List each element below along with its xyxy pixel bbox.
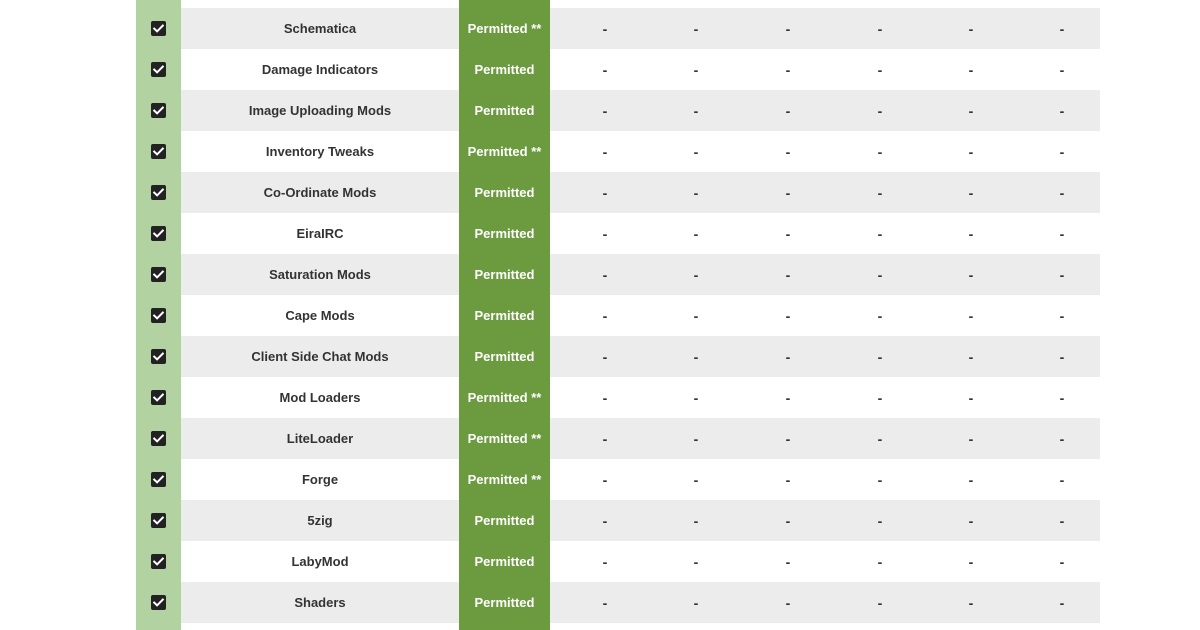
check-cell [136,336,181,377]
empty-cell: - [602,184,608,201]
empty-cell: - [877,61,883,78]
checkbox[interactable] [151,103,166,118]
dash-cells [550,8,1100,49]
checkmark-icon [151,21,166,36]
table-row [136,172,1100,213]
empty-cell: - [602,471,608,488]
empty-cell: - [602,512,608,529]
empty-cell: - [1059,266,1065,283]
empty-cell: - [602,594,608,611]
empty-cell: - [968,348,974,365]
empty-cell: - [785,594,791,611]
empty-cell: - [1059,594,1065,611]
checkmark-icon [151,62,166,77]
check-cell [136,254,181,295]
empty-cell: - [1059,20,1065,37]
empty-cell: - [877,102,883,119]
dash-cells [550,49,1100,90]
empty-cell: - [602,307,608,324]
status-cell: Permitted [474,595,535,610]
table-row [136,295,1100,336]
check-cell [136,295,181,336]
empty-cell: - [693,225,699,242]
table-row [136,213,1100,254]
status-cell: Permitted [474,513,535,528]
empty-cell: - [602,266,608,283]
table-row [136,541,1100,582]
empty-cell: - [877,553,883,570]
empty-cell: - [968,184,974,201]
checkmark-icon [151,390,166,405]
check-cell [136,131,181,172]
dash-cells [550,500,1100,541]
checkmark-icon [151,513,166,528]
empty-cell: - [785,389,791,406]
empty-cell: - [785,348,791,365]
empty-cell: - [693,184,699,201]
empty-cell: - [693,471,699,488]
dash-cells [550,90,1100,131]
dash-cells [550,213,1100,254]
empty-cell: - [693,389,699,406]
check-cell [136,172,181,213]
empty-cell: - [968,430,974,447]
checkmark-icon [151,185,166,200]
checkbox[interactable] [151,513,166,528]
empty-cell: - [602,225,608,242]
empty-cell: - [785,20,791,37]
mods-table [136,0,1100,630]
dash-cells [550,254,1100,295]
empty-cell: - [1059,61,1065,78]
empty-cell: - [1059,225,1065,242]
table-row [136,377,1100,418]
empty-cell: - [1059,471,1065,488]
empty-cell: - [693,512,699,529]
empty-cell: - [968,471,974,488]
status-cell: Permitted ** [467,390,542,405]
checkbox[interactable] [151,308,166,323]
mod-name: LabyMod [181,541,459,582]
empty-cell: - [1059,512,1065,529]
empty-cell: - [1059,184,1065,201]
check-cell [136,213,181,254]
empty-cell: - [1059,553,1065,570]
check-cell [136,541,181,582]
empty-cell: - [602,430,608,447]
checkmark-icon [151,595,166,610]
check-cell [136,377,181,418]
mod-name: LiteLoader [181,418,459,459]
empty-cell: - [693,594,699,611]
checkmark-icon [151,472,166,487]
status-cell: Permitted ** [467,472,542,487]
empty-cell: - [968,553,974,570]
status-cell: Permitted [474,185,535,200]
empty-cell: - [1059,143,1065,160]
check-cell [136,582,181,623]
empty-cell: - [968,102,974,119]
empty-cell: - [785,471,791,488]
checkbox[interactable] [151,472,166,487]
empty-cell: - [602,143,608,160]
mod-name: EiraIRC [181,213,459,254]
dash-cells [550,377,1100,418]
empty-cell: - [877,594,883,611]
empty-cell: - [785,61,791,78]
empty-cell: - [877,348,883,365]
empty-cell: - [877,389,883,406]
empty-cell: - [1059,389,1065,406]
empty-cell: - [877,307,883,324]
mod-name: Schematica [181,8,459,49]
mod-name: Cape Mods [181,295,459,336]
empty-cell: - [693,61,699,78]
empty-cell: - [785,307,791,324]
empty-cell: - [1059,430,1065,447]
dash-cells [550,295,1100,336]
dash-cells [550,541,1100,582]
checkbox[interactable] [151,349,166,364]
mod-name: Inventory Tweaks [181,131,459,172]
table-row [136,131,1100,172]
status-cell: Permitted ** [467,144,542,159]
checkbox[interactable] [151,390,166,405]
empty-cell: - [602,102,608,119]
empty-cell: - [785,512,791,529]
empty-cell: - [968,266,974,283]
dash-cells [550,131,1100,172]
empty-cell: - [968,20,974,37]
table-row [136,254,1100,295]
mod-name: Damage Indicators [181,49,459,90]
table-row [136,90,1100,131]
empty-cell: - [602,61,608,78]
empty-cell: - [968,594,974,611]
status-cell: Permitted [474,62,535,77]
empty-cell: - [785,266,791,283]
empty-cell: - [1059,348,1065,365]
check-cell [136,8,181,49]
status-cell: Permitted ** [467,21,542,36]
empty-cell: - [785,225,791,242]
status-cell: Permitted [474,308,535,323]
checkbox[interactable] [151,595,166,610]
empty-cell: - [693,348,699,365]
dash-cells [550,336,1100,377]
checkmark-icon [151,103,166,118]
mod-name: Image Uploading Mods [181,90,459,131]
empty-cell: - [968,512,974,529]
empty-cell: - [877,430,883,447]
table-row [136,500,1100,541]
check-cell [136,90,181,131]
empty-cell: - [968,225,974,242]
mod-name: Forge [181,459,459,500]
checkbox[interactable] [151,185,166,200]
empty-cell: - [877,266,883,283]
table-row [136,49,1100,90]
empty-cell: - [693,143,699,160]
empty-cell: - [877,471,883,488]
empty-cell: - [877,184,883,201]
mod-name: Client Side Chat Mods [181,336,459,377]
checkbox[interactable] [151,144,166,159]
table-row [136,582,1100,623]
checkmark-icon [151,349,166,364]
empty-cell: - [693,553,699,570]
status-cell: Permitted [474,267,535,282]
status-cell: Permitted [474,554,535,569]
empty-cell: - [693,102,699,119]
checkbox[interactable] [151,226,166,241]
dash-cells [550,172,1100,213]
check-cell [136,49,181,90]
table-row [136,418,1100,459]
empty-cell: - [968,61,974,78]
empty-cell: - [877,512,883,529]
dash-cells [550,418,1100,459]
mod-name: 5zig [181,500,459,541]
empty-cell: - [602,20,608,37]
empty-cell: - [785,102,791,119]
empty-cell: - [693,20,699,37]
check-cell [136,459,181,500]
check-cell [136,500,181,541]
mod-name: Co-Ordinate Mods [181,172,459,213]
empty-cell: - [968,307,974,324]
empty-cell: - [602,553,608,570]
mod-name: Saturation Mods [181,254,459,295]
empty-cell: - [968,389,974,406]
table-row [136,336,1100,377]
checkbox[interactable] [151,21,166,36]
empty-cell: - [693,430,699,447]
checkmark-icon [151,226,166,241]
empty-cell: - [602,389,608,406]
status-cell: Permitted ** [467,431,542,446]
table-row [136,8,1100,49]
checkbox[interactable] [151,62,166,77]
empty-cell: - [1059,307,1065,324]
dash-cells [550,582,1100,623]
checkbox[interactable] [151,431,166,446]
mod-name: Shaders [181,582,459,623]
empty-cell: - [877,225,883,242]
table-body [136,8,1100,623]
dash-cells [550,459,1100,500]
checkbox[interactable] [151,554,166,569]
empty-cell: - [785,430,791,447]
table-row [136,459,1100,500]
empty-cell: - [877,20,883,37]
status-cell: Permitted [474,226,535,241]
empty-cell: - [785,184,791,201]
empty-cell: - [877,143,883,160]
empty-cell: - [602,348,608,365]
empty-cell: - [968,143,974,160]
checkbox[interactable] [151,267,166,282]
empty-cell: - [693,307,699,324]
check-cell [136,418,181,459]
status-cell: Permitted [474,349,535,364]
status-cell: Permitted [474,103,535,118]
empty-cell: - [785,553,791,570]
checkmark-icon [151,144,166,159]
checkmark-icon [151,554,166,569]
empty-cell: - [1059,102,1065,119]
checkmark-icon [151,267,166,282]
mod-name: Mod Loaders [181,377,459,418]
checkmark-icon [151,308,166,323]
empty-cell: - [785,143,791,160]
empty-cell: - [693,266,699,283]
checkmark-icon [151,431,166,446]
